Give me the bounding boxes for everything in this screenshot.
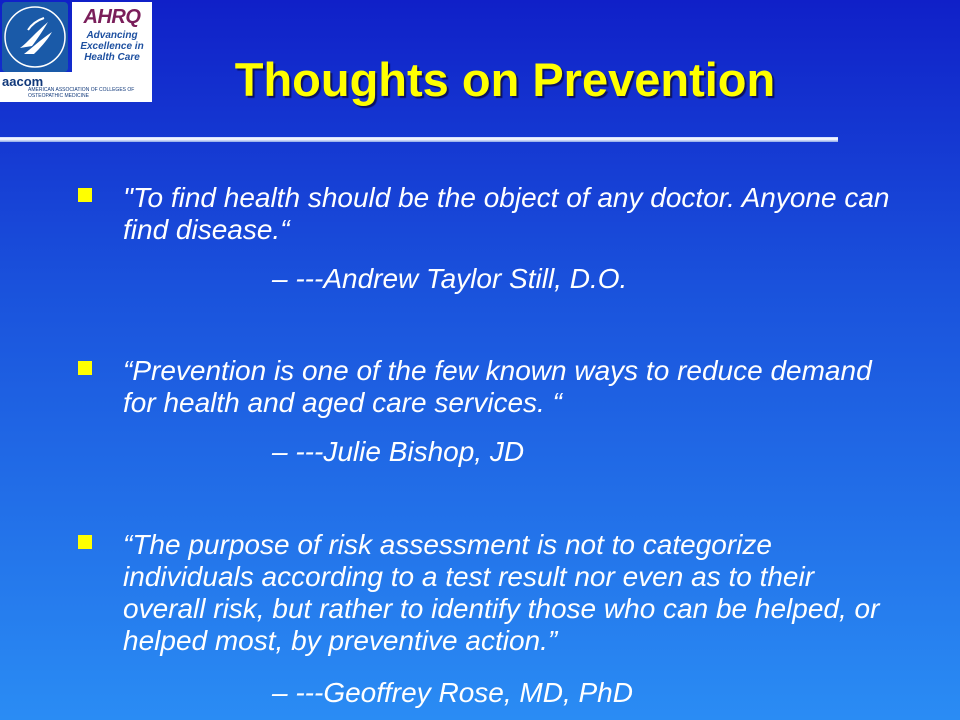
quote-text: “Prevention is one of the few known ways to reduce demand for health and aged care services. “ [123,355,872,418]
quote-attribution: – ---Andrew Taylor Still, D.O. [272,263,628,294]
slide-title: Thoughts on Prevention [234,53,776,106]
aacom-logo [0,72,152,102]
bullet-icon [78,188,92,202]
ahrq-logo-tagline: Advancing Excellence in Health Care [80,30,144,63]
quote-attribution: – ---Julie Bishop, JD [272,436,525,467]
hhs-logo [2,2,68,72]
bullet-icon [78,361,92,375]
bullet-icon [78,535,92,549]
title-divider [0,137,838,142]
logo-block [0,0,152,104]
hhs-eagle-icon [2,2,68,72]
quote-text: “The purpose of risk assessment is not to categorize individuals according to a test result nor even as to their overall risk, but rather to identify those who can be helped, or helped most, by preventive action.” [123,529,880,656]
ahrq-logo-mark: AHRQ [83,6,141,28]
aacom-logo-subtitle: AMERICAN ASSOCIATION OF COLLEGES OF OSTEOPATHIC MEDICINE [28,87,135,99]
ahrq-logo [72,2,152,72]
quote-attribution: – ---Geoffrey Rose, MD, PhD [272,677,633,708]
quote-text: "To find health should be the object of any doctor. Anyone can find disease.“ [123,182,890,245]
aacom-logo-mark: aacom [2,74,44,89]
